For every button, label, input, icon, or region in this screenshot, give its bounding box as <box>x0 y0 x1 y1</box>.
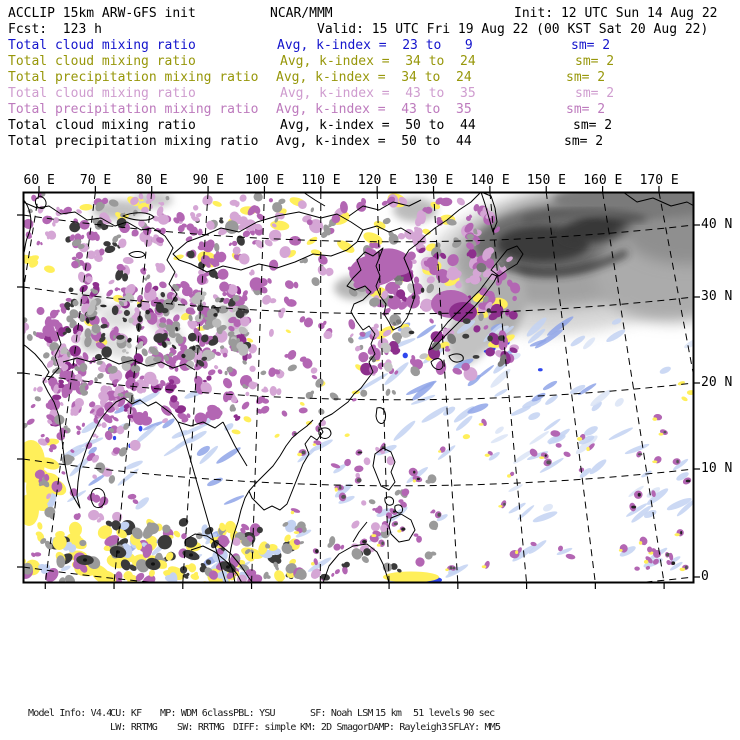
header-text: NCAR/MMM <box>270 6 333 21</box>
footer-text: Model Info: V4.4 <box>28 708 112 719</box>
lat-label: 40 N <box>701 217 733 232</box>
lat-label: 30 N <box>701 289 733 304</box>
header-text: Total precipitation mixing ratio <box>8 70 259 85</box>
header-text: ACCLIP 15km ARW-GFS init <box>8 6 196 21</box>
latitude-line <box>23 567 694 594</box>
footer-text: SFLAY: MM5 <box>448 722 501 733</box>
footer-text: 51 levels <box>413 708 460 719</box>
header-text: Avg, k-index = 34 to 24 <box>280 54 476 69</box>
header-text: Total cloud mixing ratio <box>8 86 196 101</box>
header-text: Avg, k-index = 43 to 35 <box>276 102 472 117</box>
lon-label: 160 E <box>583 173 623 188</box>
header-row <box>0 54 740 70</box>
footer-row <box>0 721 740 734</box>
header-row <box>0 102 740 118</box>
header-text: Total cloud mixing ratio <box>8 54 196 69</box>
header-text: Total precipitation mixing ratio <box>8 102 259 117</box>
header-row <box>0 70 740 86</box>
lat-label: 10 N <box>701 461 733 476</box>
header-text: sm= 2 <box>571 38 611 53</box>
lon-label: 120 E <box>357 173 397 188</box>
lat-label: 0 <box>701 569 709 584</box>
lon-label: 140 E <box>470 173 510 188</box>
header-row <box>0 134 740 150</box>
header-text: sm= 2 <box>573 118 613 133</box>
footer-text: DIFF: simple <box>233 722 296 733</box>
footer-text: SW: RRTMG <box>177 722 224 733</box>
footer-row <box>0 707 740 720</box>
header-text: Fcst: 123 h <box>8 22 102 37</box>
header-text: Total precipitation mixing ratio <box>8 134 259 149</box>
lon-label: 100 E <box>245 173 285 188</box>
lon-label: 90 E <box>192 173 224 188</box>
header-text: Total cloud mixing ratio <box>8 38 196 53</box>
lon-label: 170 E <box>639 173 679 188</box>
lon-label: 70 E <box>79 173 112 188</box>
longitude-axis <box>0 174 740 188</box>
header-text: sm= 2 <box>575 54 615 69</box>
header-row <box>0 22 740 38</box>
header-text: Valid: 15 UTC Fri 19 Aug 22 (00 KST Sat 20 Aug 22) <box>317 22 709 37</box>
footer-text: CU: KF <box>110 708 142 719</box>
footer-text: PBL: YSU <box>233 708 275 719</box>
header-text: Avg, k-index = 34 to 24 <box>276 70 472 85</box>
footer-text: KM: 2D Smagor <box>300 722 368 733</box>
header-text: sm= 2 <box>564 134 604 149</box>
header-row <box>0 38 740 54</box>
footer-text: 15 km <box>375 708 402 719</box>
footer-text: 90 sec <box>463 708 495 719</box>
lat-label: 20 N <box>701 375 733 390</box>
header-text: Total cloud mixing ratio <box>8 118 196 133</box>
header-text: Init: 12 UTC Sun 14 Aug 22 <box>514 6 718 21</box>
header-text: sm= 2 <box>566 70 606 85</box>
header-row <box>0 118 740 134</box>
lon-label: 80 E <box>136 173 168 188</box>
header-text: Avg, k-index = 50 to 44 <box>280 118 476 133</box>
header-row <box>0 86 740 102</box>
weather-map <box>23 192 694 583</box>
footer-text: LW: RRTMG <box>110 722 157 733</box>
header-text: sm= 2 <box>566 102 606 117</box>
header-text: sm= 2 <box>575 86 615 101</box>
lon-label: 150 E <box>526 173 567 188</box>
lon-label: 130 E <box>414 173 454 188</box>
header-row <box>0 6 740 22</box>
lon-label: 60 E <box>23 173 55 188</box>
coastline <box>129 251 145 257</box>
header-text: Avg, k-index = 43 to 35 <box>280 86 476 101</box>
footer-text: DAMP: Rayleigh3 <box>368 722 447 733</box>
header-text: Avg, k-index = 50 to 44 <box>276 134 472 149</box>
header-text: Avg, k-index = 23 to 9 <box>277 38 473 53</box>
footer-text: SF: Noah LSM <box>310 708 373 719</box>
footer-text: MP: WDM 6class <box>160 708 234 719</box>
lon-label: 110 E <box>301 173 341 188</box>
